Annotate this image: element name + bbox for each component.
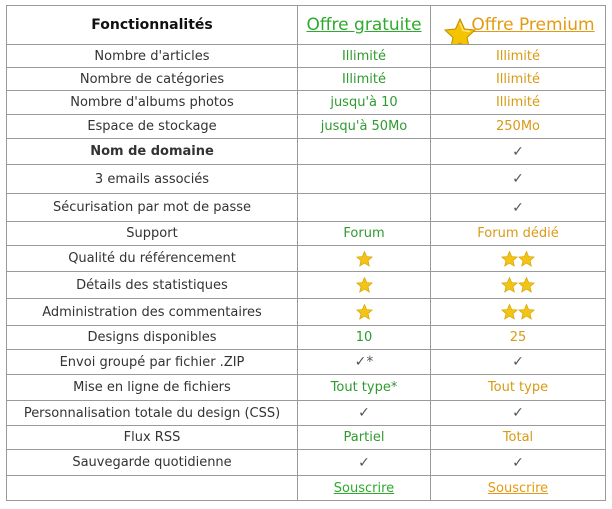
free-offer-cell: jusqu'à 10 <box>298 91 431 115</box>
premium-offer-cell: Illimité <box>431 91 606 115</box>
free-subscribe-cell <box>298 476 431 501</box>
premium-offer-cell <box>431 450 606 476</box>
star-rating <box>356 251 373 266</box>
feature-name: 3 emails associés <box>7 165 298 194</box>
free-offer-cell <box>298 450 431 476</box>
table-row <box>7 450 606 476</box>
free-offer-cell <box>298 165 431 194</box>
free-offer-cell: Illimité <box>298 45 431 68</box>
premium-offer-cell: 25 <box>431 326 606 350</box>
table-row <box>7 139 606 165</box>
premium-offer-cell <box>431 299 606 326</box>
checkmark-icon: ✓* <box>354 354 374 370</box>
table-row <box>7 299 606 326</box>
star-rating <box>501 305 535 320</box>
premium-offer-cell <box>431 272 606 299</box>
checkmark-icon: ✓ <box>512 405 524 421</box>
star-icon <box>518 304 535 320</box>
table-row <box>7 272 606 299</box>
table-row <box>7 165 606 194</box>
subscribe-row <box>7 476 606 501</box>
star-rating <box>356 278 373 293</box>
free-offer-title[interactable]: Offre gratuite <box>306 15 422 35</box>
checkmark-icon: ✓ <box>512 199 524 216</box>
table-row <box>7 194 606 222</box>
empty-cell <box>7 476 298 501</box>
free-offer-cell: Tout type* <box>298 375 431 401</box>
table-row <box>7 426 606 450</box>
star-icon <box>356 277 373 293</box>
checkmark-icon: ✓ <box>512 454 524 471</box>
star-icon <box>501 277 518 293</box>
table-row <box>7 401 606 426</box>
premium-offer-cell <box>431 194 606 222</box>
star-icon <box>356 251 373 267</box>
feature-name: Nombre d'albums photos <box>7 91 298 115</box>
premium-offer-cell <box>431 165 606 194</box>
premium-offer-cell <box>431 350 606 375</box>
table-row <box>7 350 606 375</box>
table-row <box>7 246 606 272</box>
feature-name: Nombre d'articles <box>7 45 298 68</box>
star-rating <box>356 305 373 320</box>
premium-offer-cell: Illimité <box>431 68 606 91</box>
premium-offer-cell: Total <box>431 426 606 450</box>
free-offer-cell: Illimité <box>298 68 431 91</box>
star-icon <box>501 304 518 320</box>
table-row <box>7 375 606 401</box>
feature-name: Envoi groupé par fichier .ZIP <box>7 350 298 375</box>
feature-name: Designs disponibles <box>7 326 298 350</box>
feature-name: Nombre de catégories <box>7 68 298 91</box>
table-row <box>7 115 606 139</box>
feature-name: Détails des statistiques <box>7 272 298 299</box>
free-offer-cell <box>298 246 431 272</box>
free-offer-cell: jusqu'à 50Mo <box>298 115 431 139</box>
premium-offer-header <box>431 6 606 45</box>
star-rating <box>501 251 535 266</box>
features-header-label: Fonctionnalités <box>91 17 213 33</box>
feature-name: Qualité du référencement <box>7 246 298 272</box>
table-row <box>7 91 606 115</box>
free-offer-cell <box>298 272 431 299</box>
premium-offer-cell <box>431 401 606 426</box>
free-offer-header <box>298 6 431 45</box>
feature-name: Sauvegarde quotidienne <box>7 450 298 476</box>
feature-name: Flux RSS <box>7 426 298 450</box>
comparison-table <box>6 5 606 501</box>
premium-subscribe-cell <box>431 476 606 501</box>
table-row <box>7 68 606 91</box>
free-offer-cell <box>298 299 431 326</box>
premium-offer-cell: Illimité <box>431 45 606 68</box>
checkmark-icon: ✓ <box>358 405 370 421</box>
premium-offer-cell: Forum dédié <box>431 222 606 246</box>
free-offer-cell <box>298 401 431 426</box>
feature-name: Administration des commentaires <box>7 299 298 326</box>
feature-name: Mise en ligne de fichiers <box>7 375 298 401</box>
premium-offer-cell: Tout type <box>431 375 606 401</box>
checkmark-icon: ✓ <box>358 454 370 471</box>
features-header <box>7 6 298 45</box>
free-offer-cell <box>298 139 431 165</box>
feature-name: Sécurisation par mot de passe <box>7 194 298 222</box>
feature-name: Nom de domaine <box>7 139 298 165</box>
premium-offer-cell: 250Mo <box>431 115 606 139</box>
feature-name: Personnalisation totale du design (CSS) <box>7 401 298 426</box>
header-row <box>7 6 606 45</box>
free-offer-cell: 10 <box>298 326 431 350</box>
premium-offer-cell <box>431 246 606 272</box>
star-rating <box>501 278 535 293</box>
checkmark-icon: ✓ <box>512 143 524 160</box>
star-icon <box>518 277 535 293</box>
star-icon <box>501 251 518 267</box>
free-offer-cell: Forum <box>298 222 431 246</box>
free-offer-cell <box>298 194 431 222</box>
feature-name: Espace de stockage <box>7 115 298 139</box>
star-icon <box>518 251 535 267</box>
premium-offer-title[interactable]: Offre Premium <box>471 15 595 35</box>
checkmark-icon: ✓ <box>512 171 524 187</box>
table-row <box>7 45 606 68</box>
table-row <box>7 326 606 350</box>
feature-name: Support <box>7 222 298 246</box>
free-subscribe-link[interactable]: Souscrire <box>333 480 395 496</box>
free-offer-cell: Partiel <box>298 426 431 450</box>
star-icon <box>356 304 373 320</box>
table-row <box>7 222 606 246</box>
checkmark-icon: ✓ <box>512 354 524 370</box>
premium-subscribe-link[interactable]: Souscrire <box>487 480 549 496</box>
premium-star-icon <box>443 17 477 45</box>
premium-offer-cell <box>431 139 606 165</box>
free-offer-cell <box>298 350 431 375</box>
